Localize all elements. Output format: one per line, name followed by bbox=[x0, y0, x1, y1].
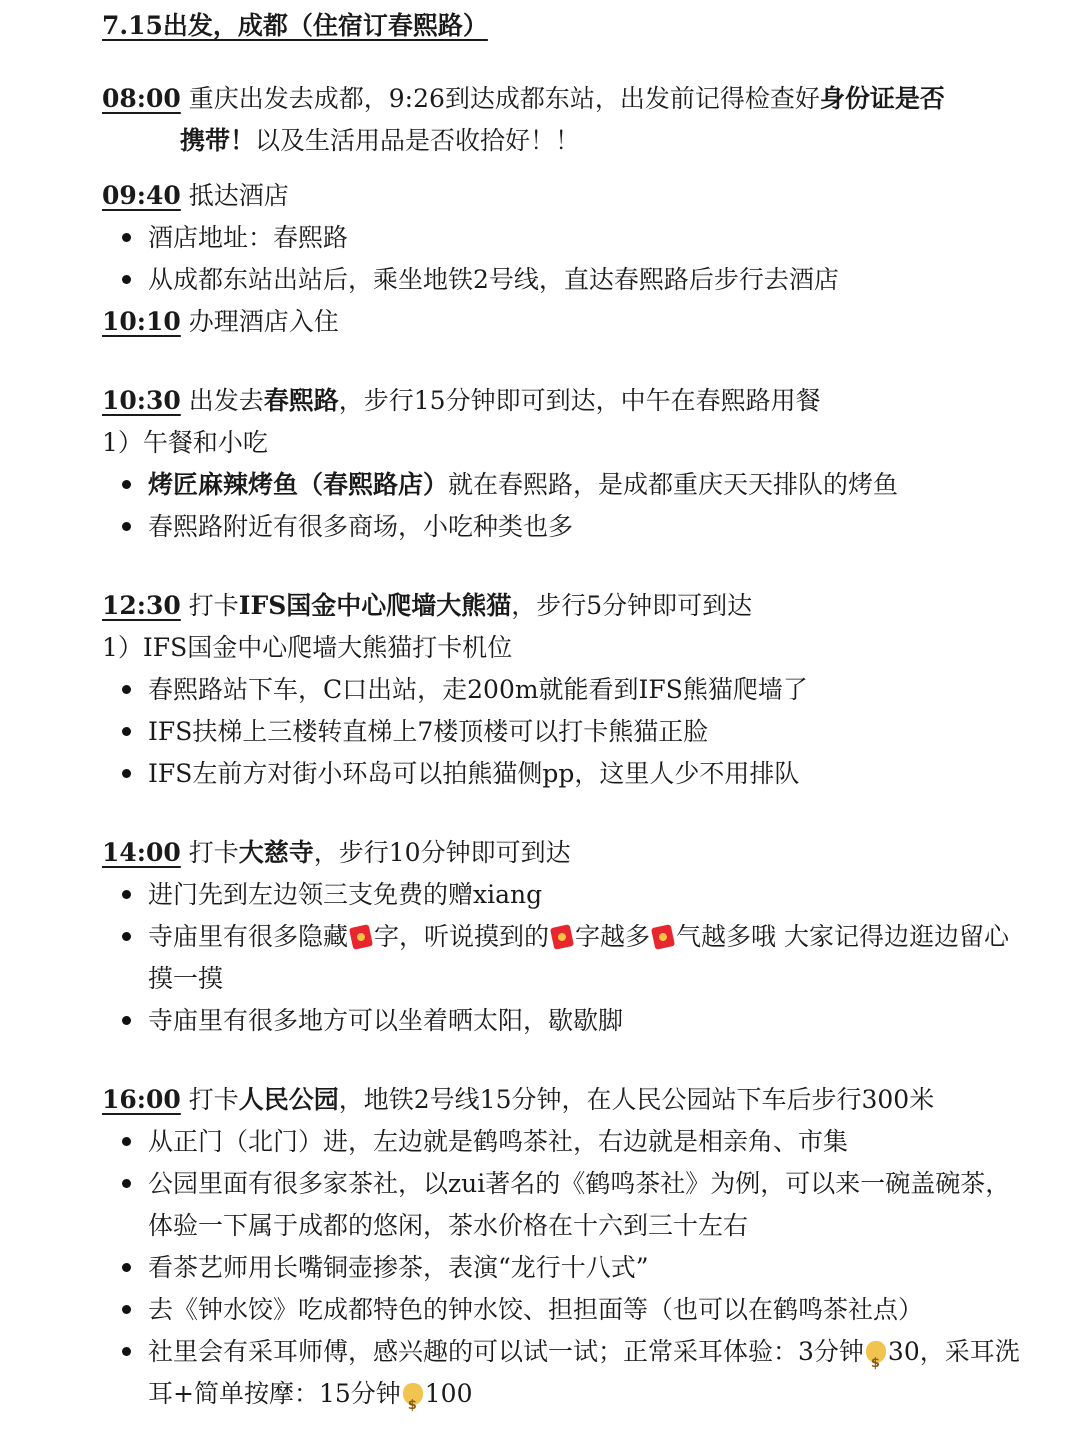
list-item bbox=[102, 916, 1022, 1000]
section-text: 打卡 bbox=[180, 591, 239, 620]
list-item-text: 寺庙里有很多隐藏 bbox=[148, 922, 349, 951]
section-text: ，步行15分钟即可到达，中午在春熙路用餐 bbox=[338, 386, 821, 415]
bullet-list bbox=[102, 1121, 1022, 1415]
section-bold-text: 携带！ bbox=[180, 126, 256, 155]
section-1400 bbox=[102, 832, 1022, 1042]
bullet-list bbox=[102, 464, 1022, 548]
list-item bbox=[102, 506, 1022, 548]
list-item-text: 从成都东站出站后，乘坐地铁2号线，直达春熙路后步行去酒店 bbox=[148, 265, 839, 294]
time-label: 10:10 bbox=[102, 307, 181, 336]
section-text: 抵达酒店 bbox=[180, 181, 289, 210]
section-bold-text: 大慈寺 bbox=[238, 838, 314, 867]
section-1010-heading bbox=[102, 301, 1022, 343]
red-envelope-icon bbox=[651, 924, 675, 950]
section-0940-heading bbox=[102, 175, 1022, 217]
section-0940 bbox=[102, 175, 1022, 301]
bullet-dot bbox=[122, 890, 131, 899]
list-item bbox=[102, 711, 1022, 753]
list-item bbox=[102, 1121, 1022, 1163]
list-item bbox=[102, 874, 1022, 916]
bullet-dot bbox=[122, 1347, 131, 1356]
bullet-dot bbox=[122, 233, 131, 242]
time-label: 08:00 bbox=[102, 84, 181, 113]
bullet-dot bbox=[122, 727, 131, 736]
list-item-text: 字，听说摸到的 bbox=[374, 922, 550, 951]
time-label: 10:30 bbox=[102, 386, 181, 415]
section-text: 重庆出发去成都，9:26到达成都东站，出发前记得检查好 bbox=[180, 84, 820, 113]
bullet-dot bbox=[122, 522, 131, 531]
list-item-bold: 烤匠麻辣烤鱼（春熙路店） bbox=[148, 470, 449, 499]
list-item-text: 酒店地址：春熙路 bbox=[148, 223, 349, 252]
bullet-dot bbox=[122, 275, 131, 284]
section-text: ，步行10分钟即可到达 bbox=[313, 838, 571, 867]
list-item-text: 寺庙里有很多地方可以坐着晒太阳，歇歇脚 bbox=[148, 1006, 624, 1035]
section-bold-text: IFS国金中心爬墙大熊猫 bbox=[238, 591, 512, 620]
section-1600-heading bbox=[102, 1079, 1022, 1121]
section-1010 bbox=[102, 301, 1022, 343]
list-item bbox=[102, 217, 1022, 259]
list-item-text: 100 bbox=[424, 1379, 473, 1408]
section-bold-text: 身份证是否 bbox=[819, 84, 945, 113]
list-item bbox=[102, 1289, 1022, 1331]
section-bold-text: 春熙路 bbox=[263, 386, 339, 415]
bullet-list bbox=[102, 669, 1022, 795]
bullet-dot bbox=[122, 932, 131, 941]
list-item bbox=[102, 464, 1022, 506]
section-1030 bbox=[102, 380, 1022, 548]
bullet-list bbox=[102, 874, 1022, 1042]
list-item-text: 春熙路附近有很多商场，小吃种类也多 bbox=[148, 512, 574, 541]
bullet-dot bbox=[122, 1179, 131, 1188]
section-1230-heading bbox=[102, 585, 1022, 627]
list-item-text: 进门先到左边领三支免费的赠xiang bbox=[148, 880, 543, 909]
list-item-text: 就在春熙路，是成都重庆天天排队的烤鱼 bbox=[448, 470, 899, 499]
list-item bbox=[102, 753, 1022, 795]
time-label: 12:30 bbox=[102, 591, 181, 620]
section-1400-heading bbox=[102, 832, 1022, 874]
section-1230 bbox=[102, 585, 1022, 795]
money-bag-icon bbox=[866, 1341, 886, 1363]
numbered-heading: 1）IFS国金中心爬墙大熊猫打卡机位 bbox=[102, 633, 513, 662]
bullet-dot bbox=[122, 685, 131, 694]
list-item bbox=[102, 259, 1022, 301]
list-item bbox=[102, 1247, 1022, 1289]
bullet-dot bbox=[122, 1137, 131, 1146]
list-item-text: 30，采耳洗耳+简单按摩：15分钟 bbox=[148, 1337, 1020, 1408]
bullet-dot bbox=[122, 1305, 131, 1314]
list-item-text: 社里会有采耳师傅，感兴趣的可以试一试；正常采耳体验：3分钟 bbox=[148, 1337, 864, 1366]
red-envelope-icon bbox=[349, 924, 373, 950]
money-bag-icon bbox=[403, 1383, 423, 1405]
list-item-text: 春熙路站下车，C口出站，走200m就能看到IFS熊猫爬墙了 bbox=[148, 675, 808, 704]
section-text: 打卡 bbox=[180, 838, 239, 867]
page-title: 7.15出发，成都（住宿订春熙路） bbox=[102, 11, 488, 40]
section-text: ，地铁2号线15分钟，在人民公园站下车后步行300米 bbox=[338, 1085, 935, 1114]
list-item bbox=[102, 1163, 1022, 1247]
time-label: 14:00 bbox=[102, 838, 181, 867]
section-text: 办理酒店入住 bbox=[180, 307, 339, 336]
time-label: 09:40 bbox=[102, 181, 181, 210]
list-item-text: IFS左前方对街小环岛可以拍熊猫侧pp，这里人少不用排队 bbox=[148, 759, 800, 788]
list-item-text: 字越多 bbox=[575, 922, 651, 951]
section-0800-heading-cont bbox=[102, 120, 1022, 162]
time-label: 16:00 bbox=[102, 1085, 181, 1114]
section-1600 bbox=[102, 1079, 1022, 1415]
list-item-text: 气越多哦 大家记得边逛边留心摸一摸 bbox=[148, 922, 1009, 993]
list-item-text: 从正门（北门）进，左边就是鹤鸣茶社，右边就是相亲角、市集 bbox=[148, 1127, 849, 1156]
section-text: ，步行5分钟即可到达 bbox=[511, 591, 753, 620]
list-item bbox=[102, 1000, 1022, 1042]
section-0800-heading bbox=[102, 78, 1022, 120]
section-0800 bbox=[102, 78, 1022, 162]
bullet-dot bbox=[122, 1263, 131, 1272]
section-1030-heading bbox=[102, 380, 1022, 422]
list-item-text: 公园里面有很多家茶社，以zui著名的《鹤鸣茶社》为例，可以来一碗盖碗茶，体验一下属于成都的悠闲，茶水价格在十六到三十左右 bbox=[148, 1169, 1011, 1240]
bullet-dot bbox=[122, 1016, 131, 1025]
red-envelope-icon bbox=[550, 924, 574, 950]
list-item bbox=[102, 669, 1022, 711]
bullet-dot bbox=[122, 480, 131, 489]
list-item bbox=[102, 1331, 1022, 1415]
section-bold-text: 人民公园 bbox=[238, 1085, 339, 1114]
document bbox=[102, 8, 1022, 1415]
section-text: 打卡 bbox=[180, 1085, 239, 1114]
bullet-list bbox=[102, 217, 1022, 301]
numbered-heading: 1）午餐和小吃 bbox=[102, 428, 268, 457]
bullet-dot bbox=[122, 769, 131, 778]
section-text: 以及生活用品是否收拾好！！ bbox=[255, 126, 581, 155]
section-text: 出发去 bbox=[180, 386, 264, 415]
list-item-text: 去《钟水饺》吃成都特色的钟水饺、担担面等（也可以在鹤鸣茶社点） bbox=[148, 1295, 924, 1324]
list-item-text: 看茶艺师用长嘴铜壶掺茶，表演“龙行十八式” bbox=[148, 1253, 649, 1282]
list-item-text: IFS扶梯上三楼转直梯上7楼顶楼可以打卡熊猫正脸 bbox=[148, 717, 709, 746]
